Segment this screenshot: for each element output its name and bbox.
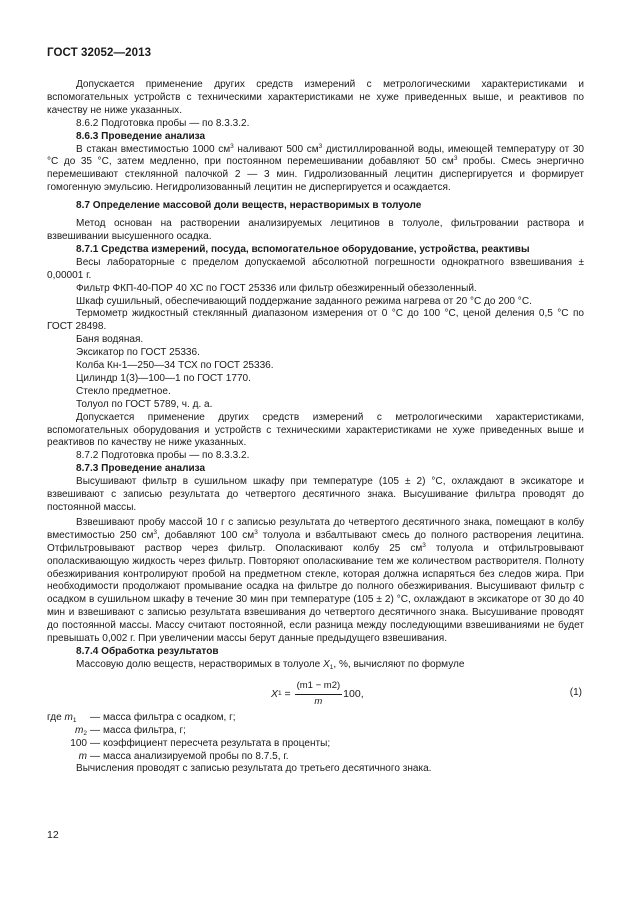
legend-row: 100 — коэффициент пересчета результата в проценты; [70, 737, 331, 749]
page-number: 12 [47, 829, 59, 841]
equipment-item: Весы лабораторные с пределом допускаемой абсолютной погрешности однократного взвешивания ± 0,00001 г. [47, 256, 584, 281]
section-8-7-title: 8.7 Определение массовой доли веществ, нерастворимых в толуоле [76, 200, 422, 212]
formula-denominator: m [314, 695, 323, 707]
section-8-7-text: Метод основан на растворении анализируемых лецитинов в толуоле, фильтровании раствора и взвешивании высушенного осадка. [47, 218, 584, 242]
legend-row: m — масса анализируемой пробы по 8.7.5, г. [78, 750, 289, 762]
equipment-item: Баня водяная. [76, 334, 144, 346]
paragraph-other-means: Допускается применение других средств измерений с метрологическими характеристиками и вспомогательных устройств с техническими характеристиками не хуже приведенных выше, и реактивов по качеству не ниже указанных. [47, 79, 584, 116]
equipment-item: Стекло предметное. [76, 385, 171, 397]
equipment-item: Шкаф сушильный, обеспечивающий поддержание заданного режима нагрева от 20 °С до 200 °С. [76, 295, 532, 307]
section-8-6-3-title: 8.6.3 Проведение анализа [76, 130, 206, 142]
formula-numerator: (m1 − m2) [295, 680, 343, 695]
section-8-6-2: 8.6.2 Подготовка пробы — по 8.3.3.2. [76, 117, 250, 129]
formula-expression: X 1 = $\frac{(m1 - m2)}{m}$ 100, [271, 679, 364, 707]
page-header: ГОСТ 32052—2013 [47, 47, 152, 59]
formula-tail: 100, [343, 687, 364, 700]
section-8-7-3-para-1: Высушивают фильтр в сушильном шкафу при температуре (105 ± 2) °С, охлаждают в эксикаторе и взвешивают с записью результата до четвертого десятичного знака. Высушивание фильтра проводят до постоянной массы. [47, 476, 584, 513]
legend-row: $m_2$ — масса фильтра, г; [75, 724, 186, 737]
equipment-item: Фильтр ФКП-40-ПОР 40 ХС по ГОСТ 25336 или фильтр обезжиренный обеззоленный. [76, 282, 477, 294]
section-8-7-2: 8.7.2 Подготовка пробы — по 8.3.3.2. [76, 450, 250, 462]
formula-legend [47, 712, 584, 764]
section-8-7-3-para-2: Взвешивают пробу массой 10 г с записью результата до четвертого десятичного знака, помещают в колбу вместимостью 250 $см^3$, добавляют 100 $см^3$ толуола и взбалтывают смесь до полного растворения лецитина. Отфильтровывают раствор через фильтр. Ополаскивают колбу 25 $см^3$ толуола и отфильтровывают ополаскивающую жидкость через фильтр. Повторяют ополаскивание тем же количеством растворителя. Полноту обезжиривания контролируют пробой на предметном стекле, которая должна испаряться без следов жира. При необходимости продолжают промывание осадка на фильтре до полного обезжиривания. Высушивают фильтр с осадком в сушильном шкафу в течение 30 мин при температуре (105 ± 2) °С, охлаждают в эксикаторе от 30 до 40 мин и взвешивают с записью результата взвешивания до четвертого десятичного знака. Высушивание проводят до постоянной массы. Массу считают постоянной, если разница между последующими взвешиваниями не будет превышать 0,002 г. При увеличении массы берут данные предыдущего взвешивания. [47, 516, 584, 645]
section-8-7-1-title: 8.7.1 Средства измерений, посуда, вспомогательное оборудование, устройства, реактивы [76, 243, 530, 255]
formula-fraction [295, 680, 343, 709]
section-8-7-4-text: Массовую долю веществ, нерастворимых в толуоле $X_1$, %, вычисляют по формуле [76, 658, 465, 671]
section-8-7-3-title: 8.7.3 Проведение анализа [76, 463, 206, 475]
final-note: Вычисления проводят с записью результата до третьего десятичного знака. [76, 763, 432, 775]
formula-number: (1) [569, 686, 582, 698]
equipment-item: Толуол по ГОСТ 5789, ч. д. а. [76, 398, 213, 410]
legend-row: где $m_1$ — масса фильтра с осадком, г; [47, 711, 236, 724]
formula-1 [47, 678, 584, 708]
section-8-7-4-title: 8.7.4 Обработка результатов [76, 645, 219, 657]
document-body [47, 79, 584, 776]
equipment-note: Допускается применение других средств измерений с метрологическими характеристиками, вспомогательных оборудования и устройств с техническими характеристиками не хуже приведенных выше и реактивов по качеству не ниже указанных. [47, 411, 584, 449]
equipment-item: Термометр жидкостный стеклянный диапазоном измерения от 0 °С до 100 °С, ценой деления 0,5 °С по ГОСТ 28498. [47, 308, 584, 333]
equipment-item: Цилиндр 1(3)—100—1 по ГОСТ 1770. [76, 372, 251, 384]
equipment-item: Эксикатор по ГОСТ 25336. [76, 347, 200, 359]
equipment-item: Колба Кн-1—250—34 ТСХ по ГОСТ 25336. [76, 360, 274, 372]
section-8-6-3-text: В стакан вместимостью 1000 $см^3$ наливают 500 $см^3$ дистиллированной воды, имеющей температуру от 30 °С до 35 °С, затем медленно, при постоянном перемешивании добавляют 50 $см^3$ пробы. Смесь энергично перемешивают стеклянной палочкой 2 — 3 мин. Гидролизованный лецитин диспергируется и формирует гомогенную эмульсию. Негидролизованный лецитин не диспергируется и осаждается. [47, 142, 585, 194]
